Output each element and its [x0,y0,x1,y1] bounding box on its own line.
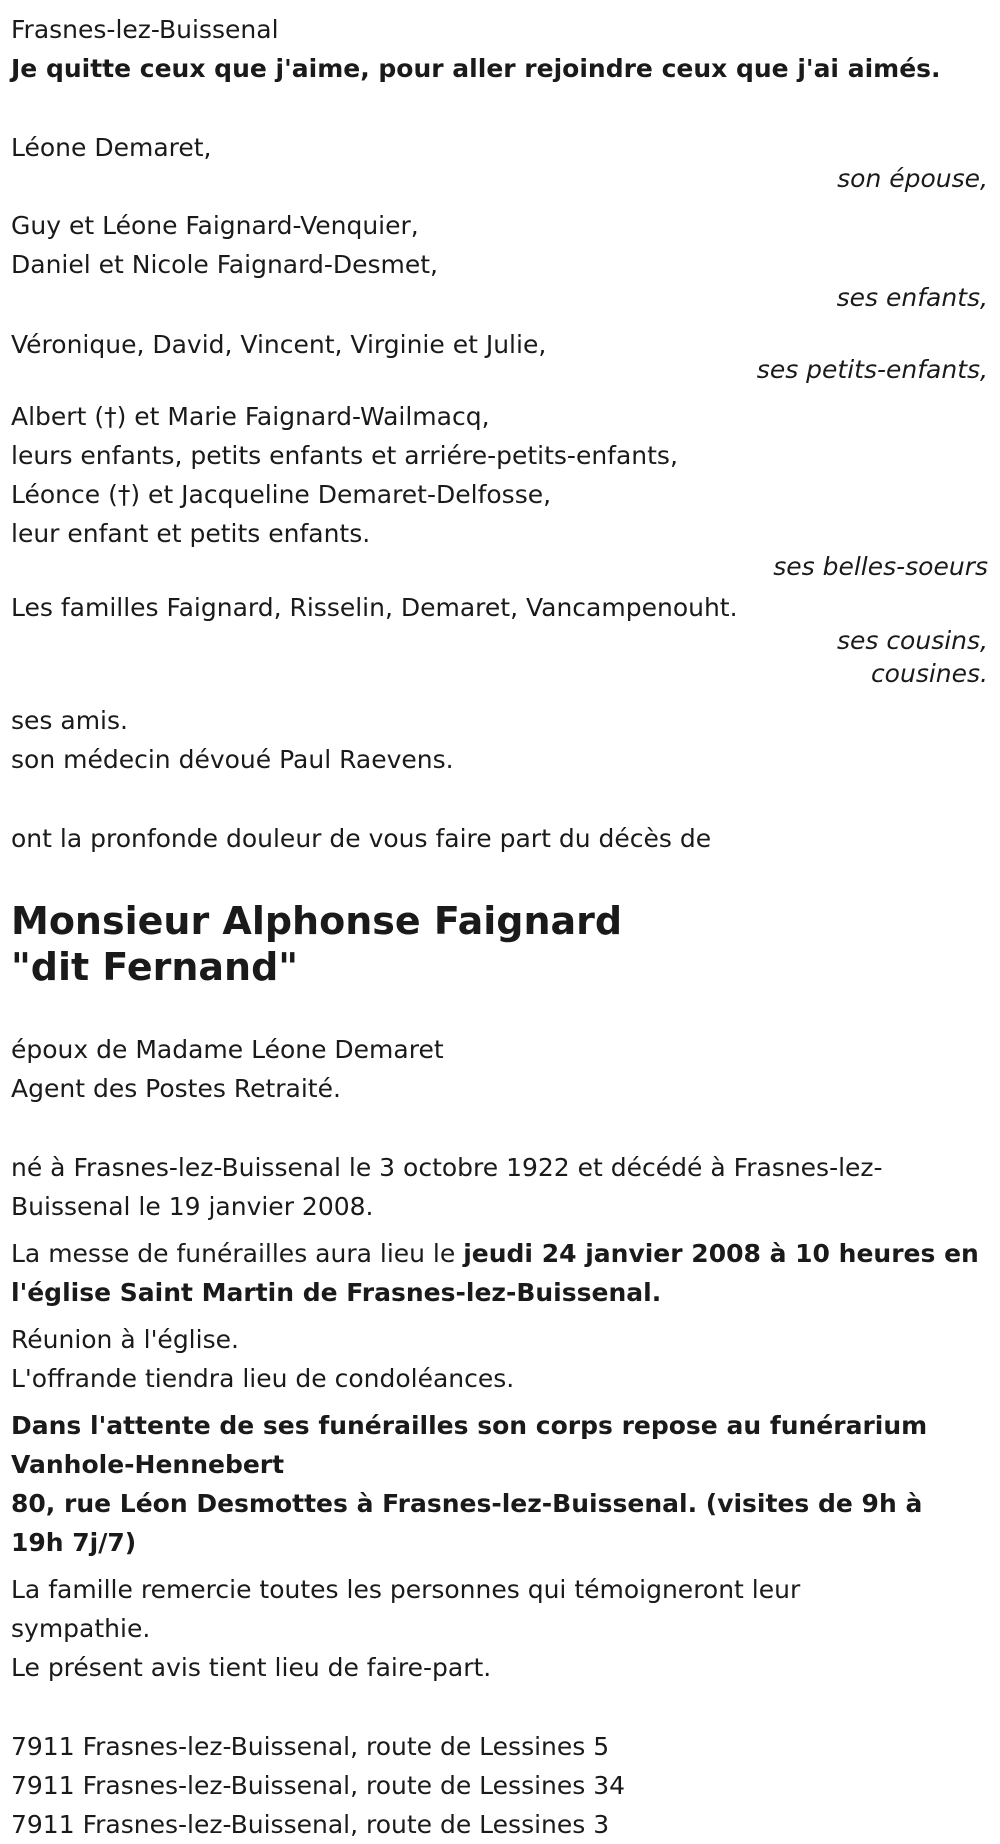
grandchildren-names: Véronique, David, Vincent, Virginie et Julie, [11,330,547,359]
occupation-line: Agent des Postes Retraité. [11,1074,341,1103]
child-name: Daniel et Nicole Faignard-Desmet, [11,250,438,279]
funerarium-address: 80, rue Léon Desmottes à Frasnes-lez-Buissenal. (visites de 9h à 19h 7j/7) [11,1489,923,1557]
child-name: Guy et Léone Faignard-Venquier, [11,211,419,240]
spacer [11,858,988,898]
cousins-role-line1: ses cousins, [836,626,988,655]
address-line: 7911 Frasnes-lez-Buissenal, route de Lessines 34 [11,1771,626,1800]
in-law-name: Léonce (†) et Jacqueline Demaret-Delfosse, [11,480,552,509]
spacer [11,693,988,701]
friends-line: ses amis. [11,706,128,735]
cousins-families: Les familles Faignard, Risselin, Demaret, Vancampenouht. [11,593,738,622]
spacer [11,779,988,819]
notice-line: Le présent avis tient lieu de faire-part. [11,1653,492,1682]
funeral-details: jeudi 24 janvier 2008 à 10 heures en l'église Saint Martin de Frasnes-lez-Buissenal. [11,1239,979,1307]
spacer [11,198,988,206]
spacer [11,317,988,325]
in-law-name: leur enfant et petits enfants. [11,519,371,548]
spacer [11,990,988,1030]
spouse-role: son épouse, [837,164,988,193]
spacer [11,1108,988,1148]
thanks-line: La famille remercie toutes les personnes qui témoigneront leur sympathie. [11,1575,801,1643]
spacer [11,1226,988,1234]
spacer [11,1398,988,1406]
header-quote: Je quitte ceux que j'aime, pour aller rejoindre ceux que j'ai aimés. [11,54,941,83]
offering-line: L'offrande tiendra lieu de condoléances. [11,1364,515,1393]
funeral-intro: La messe de funérailles aura lieu le [11,1239,464,1268]
funeral-paragraph [11,1234,991,1312]
announcement-text: ont la pronfonde douleur de vous faire part du décès de [11,824,712,853]
spacer [11,389,988,397]
address-line: 7911 Frasnes-lez-Buissenal, route de Lessines 5 [11,1732,610,1761]
birth-death-dates: né à Frasnes-lez-Buissenal le 3 octobre 1922 et décédé à Frasnes-lez-Buissenal le 19 janvier 2008. [11,1153,883,1221]
meeting-line: Réunion à l'église. [11,1325,239,1354]
spouse-name: Léone Demaret, [11,133,212,162]
cousins-role-line2: cousines. [870,659,988,688]
deceased-name: Monsieur Alphonse Faignard [11,899,623,943]
spacer [11,1687,988,1727]
spacer [11,88,988,128]
spacer [11,1562,988,1570]
doctor-line: son médecin dévoué Paul Raevens. [11,745,454,774]
spouse-of-line: époux de Madame Léone Demaret [11,1035,444,1064]
funerarium-line: Dans l'attente de ses funérailles son corps repose au funérarium Vanhole-Hennebert [11,1411,928,1479]
children-role: ses enfants, [836,283,988,312]
deceased-nickname: "dit Fernand" [11,945,299,989]
in-law-name: Albert (†) et Marie Faignard-Wailmacq, [11,402,490,431]
in-law-name: leurs enfants, petits enfants et arriére-petits-enfants, [11,441,678,470]
in-laws-role: ses belles-soeurs [773,552,988,581]
header-place: Frasnes-lez-Buissenal [11,15,279,44]
address-line: 7911 Frasnes-lez-Buissenal, route de Lessines 3 [11,1810,610,1839]
spacer [11,1312,988,1320]
grandchildren-role: ses petits-enfants, [756,355,988,384]
